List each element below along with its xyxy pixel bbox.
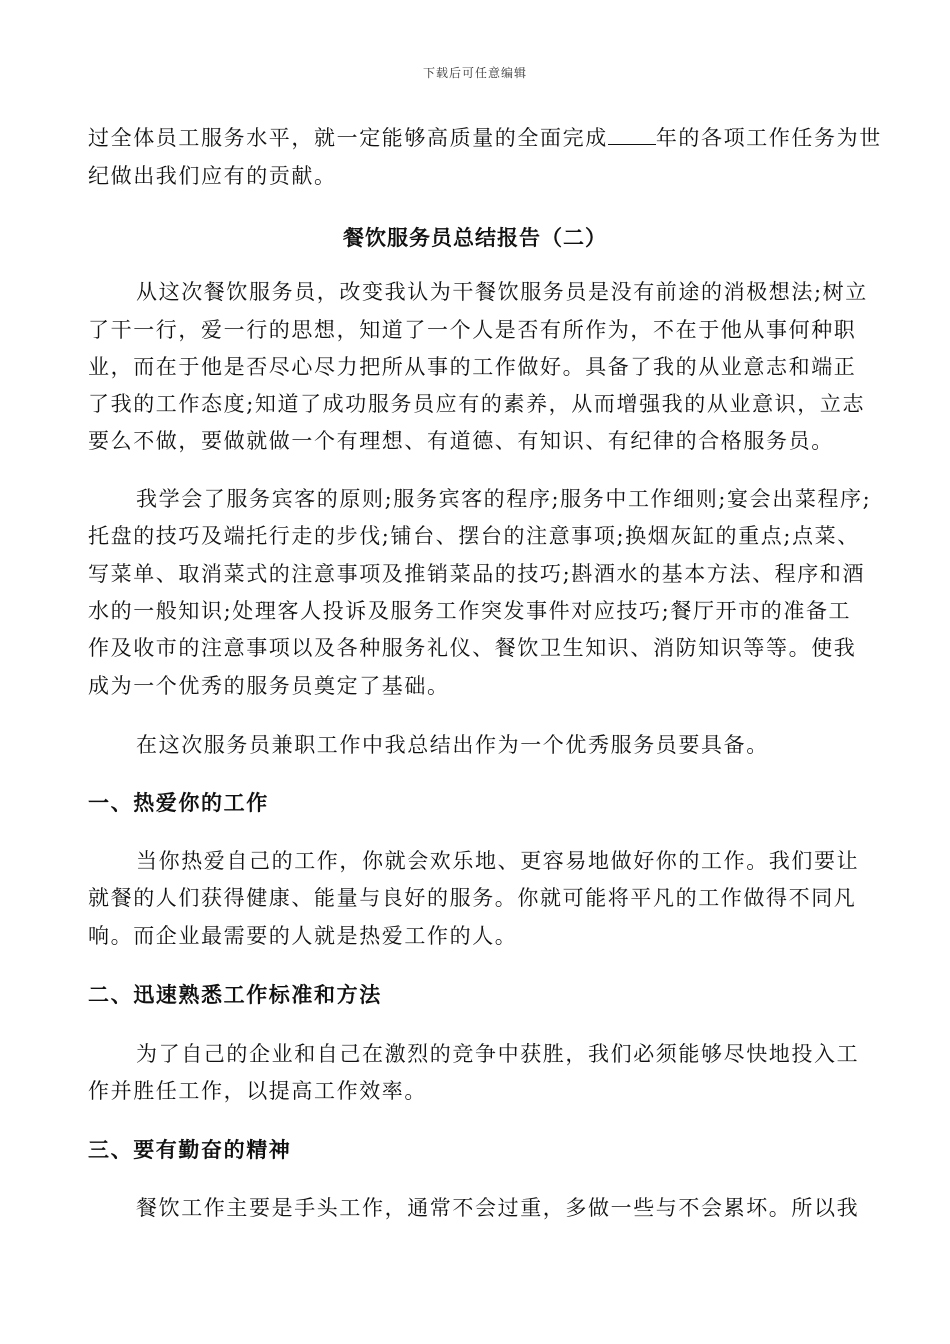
paragraph-line: 业，而在于他是否尽心尽力把所从事的工作做好。具备了我的从业意志和端正 [88,355,857,379]
paragraph-line: 托盘的技巧及端托行走的步伐;铺台、摆台的注意事项;换烟灰缸的重点;点菜、 [88,524,860,548]
paragraph-line: 写菜单、取消菜式的注意事项及推销菜品的技巧;斟酒水的基本方法、程序和酒 [88,562,866,586]
paragraph-line: 在这次服务员兼职工作中我总结出作为一个优秀服务员要具备。 [136,733,769,757]
intro-line-1 [88,124,882,152]
paragraph-line: 为了自己的企业和自己在激烈的竞争中获胜，我们必须能够尽快地投入工 [136,1042,860,1066]
year-blank [608,124,656,145]
heading-3: 三、要有勤奋的精神 [88,1137,292,1162]
paragraph-line: 了干一行，爱一行的思想，知道了一个人是否有所作为，不在于他从事何种职 [88,318,857,342]
paragraph-line: 要么不做，要做就做一个有理想、有道德、有知识、有纪律的合格服务员。 [88,429,834,453]
paragraph-line: 成为一个优秀的服务员奠定了基础。 [88,674,450,698]
heading-2: 二、迅速熟悉工作标准和方法 [88,982,382,1007]
intro-text-a: 过全体员工服务水平，就一定能够高质量的全面完成 [88,126,608,150]
paragraph-line: 餐饮工作主要是手头工作，通常不会过重，多做一些与不会累坏。所以我 [136,1196,860,1220]
paragraph-line: 了我的工作态度;知道了成功服务员应有的素养，从而增强我的从业意识，立志 [88,392,866,416]
section-title: 餐饮服务员总结报告（二） [343,225,607,250]
paragraph-line: 就餐的人们获得健康、能量与良好的服务。你就可能将平凡的工作做得不同凡 [88,886,857,910]
paragraph-line: 作及收市的注意事项以及各种服务礼仪、餐饮卫生知识、消防知识等等。使我 [88,636,857,660]
heading-1: 一、热爱你的工作 [88,790,269,815]
paragraph-line: 从这次餐饮服务员，改变我认为干餐饮服务员是没有前途的消极想法;树立 [136,280,868,304]
intro-line-2: 纪做出我们应有的贡献。 [88,164,337,188]
paragraph-line: 当你热爱自己的工作，你就会欢乐地、更容易地做好你的工作。我们要让 [136,849,860,873]
paragraph-line: 水的一般知识;处理客人投诉及服务工作突发事件对应技巧;餐厅开市的准备工 [88,599,852,623]
page-header: 下载后可任意编辑 [422,66,527,80]
paragraph-line: 响。而企业最需要的人就是热爱工作的人。 [88,924,518,948]
paragraph-line: 作并胜任工作，以提高工作效率。 [88,1079,427,1103]
intro-text-b: 年的各项工作任务为世 [655,126,882,150]
paragraph-line: 我学会了服务宾客的原则;服务宾客的程序;服务中工作细则;宴会出菜程序; [136,487,872,511]
